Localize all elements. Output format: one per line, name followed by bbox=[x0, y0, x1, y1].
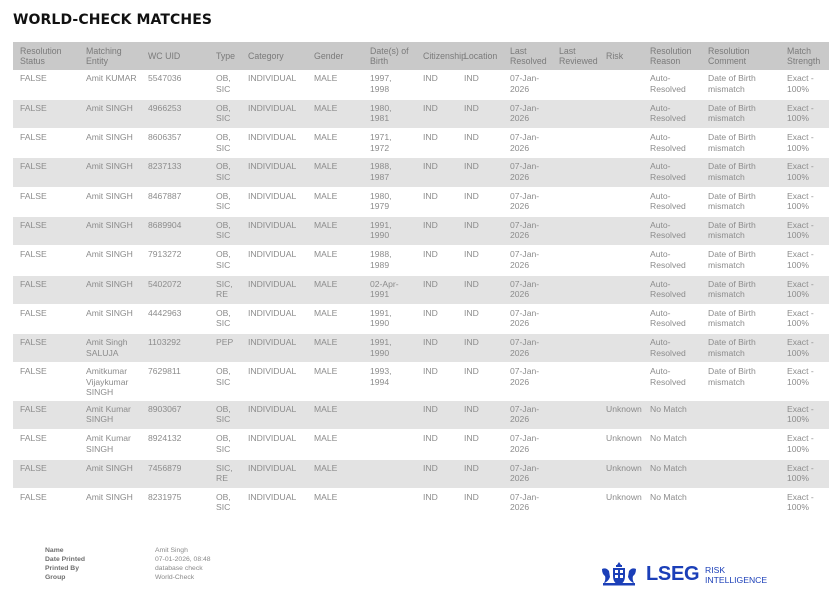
cell-location: IND bbox=[457, 99, 503, 128]
footer-value: database check bbox=[155, 565, 203, 572]
cell-dob: 1988, 1987 bbox=[363, 158, 416, 187]
cell-reason: Auto-Resolved bbox=[643, 246, 701, 275]
cell-citizenship: IND bbox=[416, 216, 457, 245]
cell-strength: Exact - 100% bbox=[780, 246, 829, 275]
cell-last-reviewed bbox=[552, 129, 599, 158]
footer-label: Date Printed bbox=[45, 556, 86, 563]
cell-dob: 1991, 1990 bbox=[363, 304, 416, 333]
footer-label: Group bbox=[45, 574, 66, 581]
cell-gender: MALE bbox=[307, 129, 363, 158]
cell-gender: MALE bbox=[307, 334, 363, 363]
cell-dob: 1991, 1990 bbox=[363, 334, 416, 363]
cell-risk bbox=[599, 334, 643, 363]
cell-comment: Date of Birth mismatch bbox=[701, 129, 780, 158]
table-header-row bbox=[13, 42, 829, 70]
column-header-last-resolved: Last Resolved bbox=[503, 42, 552, 70]
footer-value: Amit Singh bbox=[155, 547, 188, 554]
cell-gender: MALE bbox=[307, 187, 363, 216]
cell-risk bbox=[599, 304, 643, 333]
cell-comment: Date of Birth mismatch bbox=[701, 70, 780, 99]
cell-dob: 1980, 1979 bbox=[363, 187, 416, 216]
cell-last-reviewed bbox=[552, 158, 599, 187]
cell-location: IND bbox=[457, 246, 503, 275]
cell-uid: 8231975 bbox=[141, 488, 209, 517]
cell-status: FALSE bbox=[13, 363, 79, 401]
cell-entity: Amit SINGH bbox=[79, 187, 141, 216]
footer-label: Name bbox=[45, 547, 64, 554]
cell-reason: No Match bbox=[643, 459, 701, 488]
cell-last-resolved: 07-Jan-2026 bbox=[503, 187, 552, 216]
cell-type: SIC, RE bbox=[209, 459, 241, 488]
cell-last-reviewed bbox=[552, 488, 599, 517]
cell-category: INDIVIDUAL bbox=[241, 275, 307, 304]
cell-citizenship: IND bbox=[416, 70, 457, 99]
cell-last-resolved: 07-Jan-2026 bbox=[503, 304, 552, 333]
cell-last-reviewed bbox=[552, 216, 599, 245]
table-row bbox=[13, 430, 829, 459]
cell-citizenship: IND bbox=[416, 400, 457, 429]
cell-citizenship: IND bbox=[416, 488, 457, 517]
cell-entity: Amitkumar Vijaykumar SINGH bbox=[79, 363, 141, 401]
cell-entity: Amit SINGH bbox=[79, 99, 141, 128]
cell-type: OB, SIC bbox=[209, 216, 241, 245]
cell-uid: 8467887 bbox=[141, 187, 209, 216]
cell-dob bbox=[363, 488, 416, 517]
column-header-dob: Date(s) of Birth bbox=[363, 42, 416, 70]
cell-citizenship: IND bbox=[416, 187, 457, 216]
column-header-reason: Resolution Reason bbox=[643, 42, 701, 70]
cell-entity: Amit SINGH bbox=[79, 304, 141, 333]
cell-status: FALSE bbox=[13, 459, 79, 488]
column-header-type: Type bbox=[209, 42, 241, 70]
column-header-category: Category bbox=[241, 42, 307, 70]
cell-category: INDIVIDUAL bbox=[241, 488, 307, 517]
cell-last-resolved: 07-Jan-2026 bbox=[503, 488, 552, 517]
cell-uid: 8606357 bbox=[141, 129, 209, 158]
cell-gender: MALE bbox=[307, 158, 363, 187]
cell-dob: 1971, 1972 bbox=[363, 129, 416, 158]
cell-status: FALSE bbox=[13, 488, 79, 517]
cell-last-resolved: 07-Jan-2026 bbox=[503, 363, 552, 401]
cell-last-reviewed bbox=[552, 246, 599, 275]
cell-gender: MALE bbox=[307, 363, 363, 401]
cell-uid: 8924132 bbox=[141, 430, 209, 459]
table-row bbox=[13, 304, 829, 333]
cell-risk bbox=[599, 99, 643, 128]
cell-last-reviewed bbox=[552, 99, 599, 128]
cell-comment bbox=[701, 488, 780, 517]
cell-dob: 1988, 1989 bbox=[363, 246, 416, 275]
cell-category: INDIVIDUAL bbox=[241, 99, 307, 128]
cell-gender: MALE bbox=[307, 70, 363, 99]
column-header-citizenship: Citizenship bbox=[416, 42, 457, 70]
cell-category: INDIVIDUAL bbox=[241, 158, 307, 187]
cell-risk: Unknown bbox=[599, 400, 643, 429]
cell-comment bbox=[701, 400, 780, 429]
cell-entity: Amit Kumar SINGH bbox=[79, 400, 141, 429]
cell-location: IND bbox=[457, 187, 503, 216]
cell-last-reviewed bbox=[552, 70, 599, 99]
tagline-line-2: INTELLIGENCE bbox=[705, 574, 768, 585]
cell-type: OB, SIC bbox=[209, 187, 241, 216]
cell-status: FALSE bbox=[13, 430, 79, 459]
cell-last-resolved: 07-Jan-2026 bbox=[503, 99, 552, 128]
cell-risk bbox=[599, 216, 643, 245]
cell-strength: Exact - 100% bbox=[780, 70, 829, 99]
cell-type: OB, SIC bbox=[209, 158, 241, 187]
cell-comment: Date of Birth mismatch bbox=[701, 187, 780, 216]
cell-category: INDIVIDUAL bbox=[241, 216, 307, 245]
cell-comment: Date of Birth mismatch bbox=[701, 334, 780, 363]
cell-category: INDIVIDUAL bbox=[241, 70, 307, 99]
cell-location: IND bbox=[457, 488, 503, 517]
cell-last-resolved: 07-Jan-2026 bbox=[503, 334, 552, 363]
cell-status: FALSE bbox=[13, 129, 79, 158]
table-row bbox=[13, 216, 829, 245]
cell-strength: Exact - 100% bbox=[780, 430, 829, 459]
cell-gender: MALE bbox=[307, 488, 363, 517]
lseg-wordmark: LSEG bbox=[646, 563, 700, 585]
cell-entity: Amit SINGH bbox=[79, 246, 141, 275]
cell-entity: Amit KUMAR bbox=[79, 70, 141, 99]
cell-dob bbox=[363, 400, 416, 429]
cell-citizenship: IND bbox=[416, 334, 457, 363]
cell-strength: Exact - 100% bbox=[780, 334, 829, 363]
cell-dob: 02-Apr-1991 bbox=[363, 275, 416, 304]
cell-uid: 8237133 bbox=[141, 158, 209, 187]
cell-last-resolved: 07-Jan-2026 bbox=[503, 275, 552, 304]
cell-dob: 1980, 1981 bbox=[363, 99, 416, 128]
tagline-line-1: RISK bbox=[705, 565, 726, 575]
table-row bbox=[13, 99, 829, 128]
cell-risk bbox=[599, 187, 643, 216]
table-row bbox=[13, 187, 829, 216]
cell-risk bbox=[599, 70, 643, 99]
table-body bbox=[13, 70, 829, 518]
cell-citizenship: IND bbox=[416, 246, 457, 275]
cell-uid: 7629811 bbox=[141, 363, 209, 401]
cell-strength: Exact - 100% bbox=[780, 187, 829, 216]
cell-gender: MALE bbox=[307, 275, 363, 304]
cell-dob: 1993, 1994 bbox=[363, 363, 416, 401]
cell-gender: MALE bbox=[307, 430, 363, 459]
cell-last-resolved: 07-Jan-2026 bbox=[503, 246, 552, 275]
cell-comment: Date of Birth mismatch bbox=[701, 246, 780, 275]
cell-strength: Exact - 100% bbox=[780, 400, 829, 429]
cell-last-resolved: 07-Jan-2026 bbox=[503, 70, 552, 99]
cell-gender: MALE bbox=[307, 216, 363, 245]
cell-comment: Date of Birth mismatch bbox=[701, 363, 780, 401]
cell-risk bbox=[599, 158, 643, 187]
cell-last-reviewed bbox=[552, 459, 599, 488]
cell-uid: 7913272 bbox=[141, 246, 209, 275]
cell-citizenship: IND bbox=[416, 430, 457, 459]
column-header-last-reviewed: Last Reviewed bbox=[552, 42, 599, 70]
cell-gender: MALE bbox=[307, 459, 363, 488]
cell-strength: Exact - 100% bbox=[780, 363, 829, 401]
cell-reason: Auto-Resolved bbox=[643, 275, 701, 304]
cell-dob: 1997, 1998 bbox=[363, 70, 416, 99]
cell-uid: 5547036 bbox=[141, 70, 209, 99]
cell-entity: Amit SINGH bbox=[79, 275, 141, 304]
cell-status: FALSE bbox=[13, 187, 79, 216]
column-header-comment: Resolution Comment bbox=[701, 42, 780, 70]
cell-status: FALSE bbox=[13, 246, 79, 275]
crest-icon bbox=[599, 561, 639, 587]
cell-last-reviewed bbox=[552, 363, 599, 401]
cell-category: INDIVIDUAL bbox=[241, 459, 307, 488]
cell-location: IND bbox=[457, 216, 503, 245]
cell-status: FALSE bbox=[13, 70, 79, 99]
table-row bbox=[13, 363, 829, 401]
column-header-entity: Matching Entity bbox=[79, 42, 141, 70]
table-row bbox=[13, 488, 829, 517]
cell-gender: MALE bbox=[307, 304, 363, 333]
cell-last-resolved: 07-Jan-2026 bbox=[503, 430, 552, 459]
cell-risk: Unknown bbox=[599, 459, 643, 488]
cell-comment: Date of Birth mismatch bbox=[701, 99, 780, 128]
cell-type: OB, SIC bbox=[209, 488, 241, 517]
cell-status: FALSE bbox=[13, 275, 79, 304]
table-row bbox=[13, 129, 829, 158]
cell-category: INDIVIDUAL bbox=[241, 430, 307, 459]
cell-comment: Date of Birth mismatch bbox=[701, 304, 780, 333]
cell-status: FALSE bbox=[13, 304, 79, 333]
cell-dob: 1991, 1990 bbox=[363, 216, 416, 245]
cell-last-reviewed bbox=[552, 304, 599, 333]
table-row bbox=[13, 158, 829, 187]
cell-category: INDIVIDUAL bbox=[241, 304, 307, 333]
cell-risk bbox=[599, 363, 643, 401]
cell-reason: No Match bbox=[643, 488, 701, 517]
cell-gender: MALE bbox=[307, 99, 363, 128]
cell-category: INDIVIDUAL bbox=[241, 363, 307, 401]
cell-location: IND bbox=[457, 334, 503, 363]
cell-citizenship: IND bbox=[416, 129, 457, 158]
column-header-gender: Gender bbox=[307, 42, 363, 70]
cell-type: OB, SIC bbox=[209, 400, 241, 429]
cell-category: INDIVIDUAL bbox=[241, 187, 307, 216]
cell-type: OB, SIC bbox=[209, 246, 241, 275]
cell-category: INDIVIDUAL bbox=[241, 334, 307, 363]
table-row bbox=[13, 459, 829, 488]
cell-dob bbox=[363, 459, 416, 488]
cell-last-resolved: 07-Jan-2026 bbox=[503, 400, 552, 429]
cell-last-resolved: 07-Jan-2026 bbox=[503, 158, 552, 187]
cell-reason: Auto-Resolved bbox=[643, 363, 701, 401]
cell-reason: Auto-Resolved bbox=[643, 158, 701, 187]
cell-reason: Auto-Resolved bbox=[643, 99, 701, 128]
cell-strength: Exact - 100% bbox=[780, 216, 829, 245]
cell-comment: Date of Birth mismatch bbox=[701, 275, 780, 304]
cell-uid: 4442963 bbox=[141, 304, 209, 333]
cell-gender: MALE bbox=[307, 246, 363, 275]
cell-reason: Auto-Resolved bbox=[643, 304, 701, 333]
cell-uid: 7456879 bbox=[141, 459, 209, 488]
page-title: WORLD-CHECK MATCHES bbox=[13, 12, 213, 28]
column-header-strength: Match Strength bbox=[780, 42, 829, 70]
cell-category: INDIVIDUAL bbox=[241, 400, 307, 429]
table-row bbox=[13, 334, 829, 363]
cell-reason: Auto-Resolved bbox=[643, 129, 701, 158]
cell-type: OB, SIC bbox=[209, 430, 241, 459]
risk-intelligence-tagline bbox=[705, 566, 767, 585]
cell-status: FALSE bbox=[13, 158, 79, 187]
cell-comment: Date of Birth mismatch bbox=[701, 158, 780, 187]
cell-type: OB, SIC bbox=[209, 99, 241, 128]
cell-location: IND bbox=[457, 158, 503, 187]
cell-last-resolved: 07-Jan-2026 bbox=[503, 459, 552, 488]
cell-last-reviewed bbox=[552, 400, 599, 429]
cell-last-reviewed bbox=[552, 187, 599, 216]
cell-strength: Exact - 100% bbox=[780, 129, 829, 158]
cell-uid: 4966253 bbox=[141, 99, 209, 128]
footer-label: Printed By bbox=[45, 565, 79, 572]
cell-risk bbox=[599, 129, 643, 158]
cell-location: IND bbox=[457, 363, 503, 401]
cell-type: OB, SIC bbox=[209, 304, 241, 333]
cell-risk bbox=[599, 246, 643, 275]
cell-last-resolved: 07-Jan-2026 bbox=[503, 129, 552, 158]
cell-reason: Auto-Resolved bbox=[643, 187, 701, 216]
cell-entity: Amit SINGH bbox=[79, 488, 141, 517]
cell-strength: Exact - 100% bbox=[780, 275, 829, 304]
cell-reason: No Match bbox=[643, 400, 701, 429]
cell-comment: Date of Birth mismatch bbox=[701, 216, 780, 245]
cell-entity: Amit SINGH bbox=[79, 129, 141, 158]
cell-entity: Amit SINGH bbox=[79, 158, 141, 187]
table-row bbox=[13, 70, 829, 99]
cell-location: IND bbox=[457, 459, 503, 488]
column-header-location: Location bbox=[457, 42, 503, 70]
cell-strength: Exact - 100% bbox=[780, 304, 829, 333]
lseg-risk-intelligence-logo bbox=[599, 561, 779, 589]
cell-strength: Exact - 100% bbox=[780, 158, 829, 187]
column-header-uid: WC UID bbox=[141, 42, 209, 70]
footer-value: 07-01-2026, 08:48 bbox=[155, 556, 211, 563]
cell-risk bbox=[599, 275, 643, 304]
cell-citizenship: IND bbox=[416, 158, 457, 187]
cell-type: PEP bbox=[209, 334, 241, 363]
cell-reason: Auto-Resolved bbox=[643, 70, 701, 99]
cell-status: FALSE bbox=[13, 400, 79, 429]
cell-reason: Auto-Resolved bbox=[643, 216, 701, 245]
cell-strength: Exact - 100% bbox=[780, 99, 829, 128]
cell-comment bbox=[701, 430, 780, 459]
footer-value: World-Check bbox=[155, 574, 195, 581]
cell-citizenship: IND bbox=[416, 99, 457, 128]
cell-last-reviewed bbox=[552, 275, 599, 304]
cell-comment bbox=[701, 459, 780, 488]
world-check-matches-table bbox=[13, 42, 829, 518]
cell-last-resolved: 07-Jan-2026 bbox=[503, 216, 552, 245]
cell-location: IND bbox=[457, 304, 503, 333]
cell-location: IND bbox=[457, 129, 503, 158]
cell-location: IND bbox=[457, 430, 503, 459]
cell-type: OB, SIC bbox=[209, 129, 241, 158]
column-header-status: Resolution Status bbox=[13, 42, 79, 70]
cell-citizenship: IND bbox=[416, 363, 457, 401]
cell-status: FALSE bbox=[13, 99, 79, 128]
cell-location: IND bbox=[457, 275, 503, 304]
cell-strength: Exact - 100% bbox=[780, 488, 829, 517]
cell-uid: 8689904 bbox=[141, 216, 209, 245]
cell-category: INDIVIDUAL bbox=[241, 129, 307, 158]
cell-citizenship: IND bbox=[416, 275, 457, 304]
cell-type: OB, SIC bbox=[209, 363, 241, 401]
cell-risk: Unknown bbox=[599, 488, 643, 517]
cell-location: IND bbox=[457, 400, 503, 429]
cell-entity: Amit SINGH bbox=[79, 459, 141, 488]
cell-gender: MALE bbox=[307, 400, 363, 429]
cell-location: IND bbox=[457, 70, 503, 99]
cell-uid: 1103292 bbox=[141, 334, 209, 363]
cell-last-reviewed bbox=[552, 430, 599, 459]
cell-entity: Amit Kumar SINGH bbox=[79, 430, 141, 459]
cell-entity: Amit SINGH bbox=[79, 216, 141, 245]
table-row bbox=[13, 275, 829, 304]
cell-status: FALSE bbox=[13, 216, 79, 245]
cell-uid: 5402072 bbox=[141, 275, 209, 304]
column-header-risk: Risk bbox=[599, 42, 643, 70]
cell-citizenship: IND bbox=[416, 459, 457, 488]
cell-entity: Amit Singh SALUJA bbox=[79, 334, 141, 363]
cell-dob bbox=[363, 430, 416, 459]
table-row bbox=[13, 246, 829, 275]
cell-uid: 8903067 bbox=[141, 400, 209, 429]
cell-strength: Exact - 100% bbox=[780, 459, 829, 488]
cell-last-reviewed bbox=[552, 334, 599, 363]
cell-reason: Auto-Resolved bbox=[643, 334, 701, 363]
table-row bbox=[13, 400, 829, 429]
cell-category: INDIVIDUAL bbox=[241, 246, 307, 275]
cell-status: FALSE bbox=[13, 334, 79, 363]
cell-reason: No Match bbox=[643, 430, 701, 459]
cell-type: OB, SIC bbox=[209, 70, 241, 99]
cell-citizenship: IND bbox=[416, 304, 457, 333]
cell-risk: Unknown bbox=[599, 430, 643, 459]
cell-type: SIC, RE bbox=[209, 275, 241, 304]
